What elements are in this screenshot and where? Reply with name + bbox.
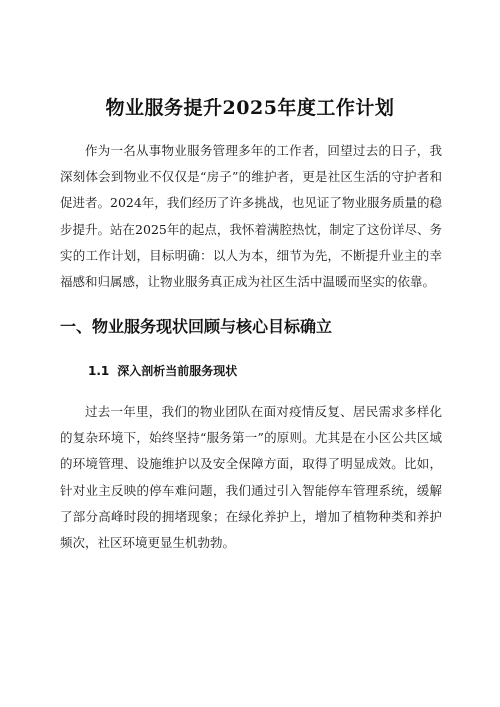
subsection-number: 1.1 [88,364,110,378]
intro-paragraph: 作为一名从事物业服务管理多年的工作者，回望过去的日子，我深刻体会到物业不仅仅是“房子”的维护者，更是社区生活的守护者和促进者。2024年，我们经历了许多挑战，也见证了物业服务质量的稳步提升。站在2025年的起点，我怀着满腔热忱，制定了这份详尽、务实的工作计划，目标明确：以人为本，细节为先，不断提升业主的幸福感和归属感，让物业服务真正成为社区生活中温暖而坚实的依靠。 [60,143,442,290]
document-title: 物业服务提升2025年度工作计划 [105,97,395,119]
subsection-heading [88,362,237,379]
subsection-title: 深入剖析当前服务现状 [117,364,238,378]
section-heading: 一、物业服务现状回顾与核心目标确立 [60,317,333,336]
subsection-paragraph: 过去一年里，我们的物业团队在面对疫情反复、居民需求多样化的复杂环境下，始终坚持“服务第一”的原则。尤其是在小区公共区域的环境管理、设施维护以及安全保障方面，取得了明显成效。比如，针对业主反映的停车难问题，我们通过引入智能停车管理系统，缓解了部分高峰时段的拥堵现象；在绿化养护上，增加了植物种类和养护频次，社区环境更显生机勃勃。 [60,404,442,551]
